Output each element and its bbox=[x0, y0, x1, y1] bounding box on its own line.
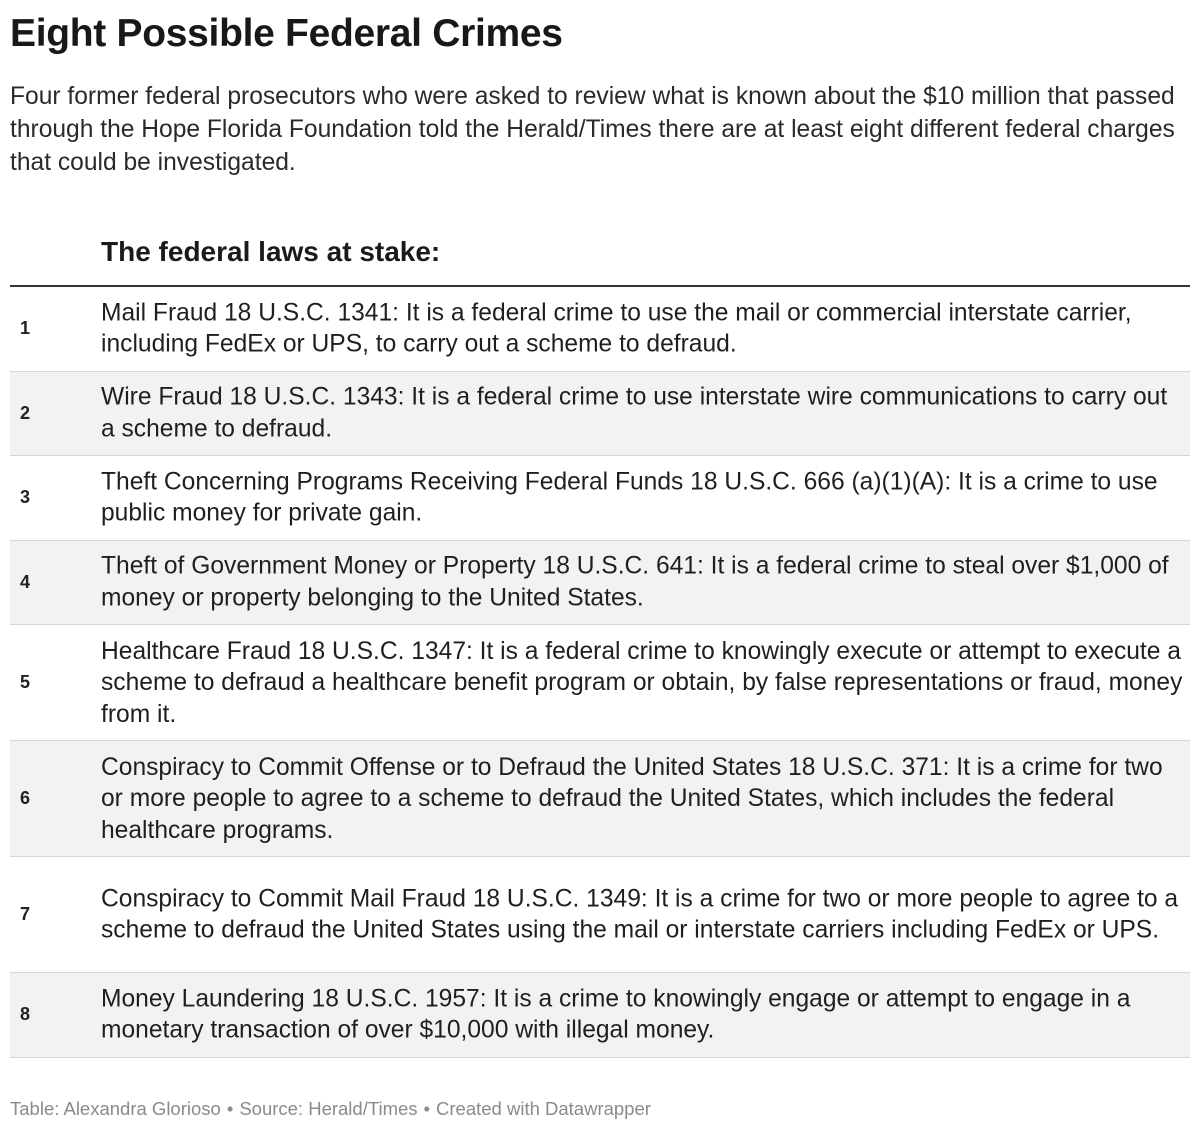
table-row bbox=[10, 541, 1190, 626]
description: Four former federal prosecutors who were asked to review what is known about the $10 million that passed through the Hope Florida Foundation told the Herald/Times there are at least eight different federal charges that could be investigated. bbox=[10, 83, 1175, 176]
table-body bbox=[10, 287, 1190, 1058]
row-number: 6 bbox=[20, 788, 31, 808]
footer-author: Table: Alexandra Glorioso bbox=[10, 1098, 221, 1119]
footer-credits bbox=[10, 1096, 651, 1122]
table-header bbox=[10, 230, 1190, 287]
page-title: Eight Possible Federal Crimes bbox=[10, 12, 563, 55]
table-row bbox=[10, 287, 1190, 372]
number-column-header bbox=[10, 230, 100, 270]
row-law-text: Healthcare Fraud 18 U.S.C. 1347: It is a federal crime to knowingly execute or attempt to execute a scheme to defraud a healthcare benefit program or obtain, by false representations or fraud, money from it. bbox=[101, 637, 1183, 728]
table-row bbox=[10, 857, 1190, 973]
footer-separator: • bbox=[226, 1098, 234, 1119]
row-law-text: Wire Fraud 18 U.S.C. 1343: It is a federal crime to use interstate wire communications to carry out a scheme to defraud. bbox=[101, 383, 1168, 443]
row-number: 8 bbox=[20, 1004, 31, 1025]
table-row bbox=[10, 456, 1190, 541]
row-number: 2 bbox=[20, 402, 31, 423]
row-law-text: Mail Fraud 18 U.S.C. 1341: It is a federal crime to use the mail or commercial interstate carrier, including FedEx or UPS, to carry out a scheme to defraud. bbox=[101, 299, 1132, 358]
row-law-text: Money Laundering 18 U.S.C. 1957: It is a crime to knowingly engage or attempt to engage in a monetary transaction of over $10,000 with illegal money. bbox=[101, 985, 1131, 1044]
row-law-text: Conspiracy to Commit Mail Fraud 18 U.S.C. 1349: It is a crime for two or more people to agree to a scheme to defraud the United States using the mail or interstate carriers including FedEx or UPS. bbox=[101, 885, 1179, 944]
law-column-header: The federal laws at stake: bbox=[101, 236, 441, 267]
row-number: 5 bbox=[20, 672, 31, 692]
row-number: 4 bbox=[20, 571, 31, 592]
row-number: 1 bbox=[20, 318, 31, 339]
row-number: 7 bbox=[20, 904, 31, 924]
table-row bbox=[10, 973, 1190, 1058]
table-row bbox=[10, 741, 1190, 857]
row-law-text: Conspiracy to Commit Offense or to Defraud the United States 18 U.S.C. 371: It is a crime for two or more people to agree to a scheme to defraud the United States, which includes the federal healthcare programs. bbox=[101, 753, 1163, 844]
table-row bbox=[10, 625, 1190, 741]
row-law-text: Theft of Government Money or Property 18 U.S.C. 641: It is a federal crime to steal over $1,000 of money or property belonging to the United States. bbox=[101, 552, 1169, 612]
row-law-text: Theft Concerning Programs Receiving Federal Funds 18 U.S.C. 666 (a)(1)(A): It is a crime to use public money for private gain. bbox=[101, 468, 1158, 527]
table-row bbox=[10, 372, 1190, 457]
footer-source: Source: Herald/Times bbox=[239, 1098, 418, 1119]
row-number: 3 bbox=[20, 487, 31, 508]
footer-separator: • bbox=[423, 1098, 431, 1119]
footer-datawrapper-credit: Created with Datawrapper bbox=[436, 1098, 651, 1119]
